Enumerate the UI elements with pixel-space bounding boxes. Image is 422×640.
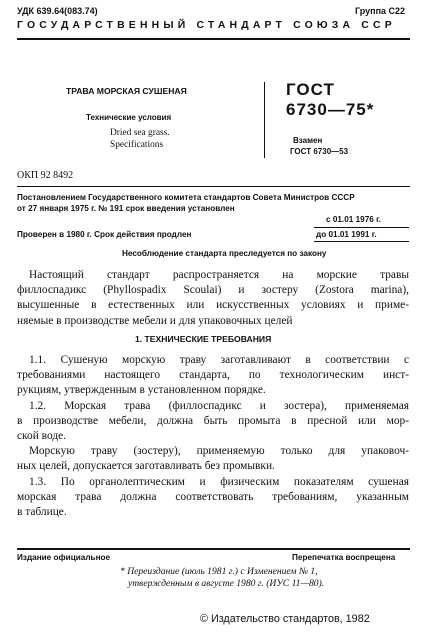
decree-line-2: от 27 января 1975 г. № 191 срок введения установлен xyxy=(17,204,235,213)
gost-number: 6730—75* xyxy=(286,100,375,119)
body-line: ных целей, допускается заготавливать без промывки. xyxy=(17,460,275,473)
body-line: 1.2. Морская трава (филлоспадикс и зостера), применяемая xyxy=(29,399,409,412)
body-line: морская трава должна соответствовать требованиям, указанным xyxy=(17,490,409,503)
section-title: 1. ТЕХНИЧЕСКИЕ ТРЕБОВАНИЯ xyxy=(135,334,272,344)
reissue-note-line-1: * Переиздание (июль 1981 г.) с Изменением № 1, xyxy=(120,566,318,577)
udk-code: УДК 639.64(083.74) xyxy=(17,6,98,16)
intro-line: Настоящий стандарт распространяется на морские травы xyxy=(29,269,409,281)
footer-rule xyxy=(17,548,410,550)
body-line: в таблице. xyxy=(17,506,67,519)
title-english: Dried sea grass. xyxy=(110,128,170,138)
expiry-date: до 01.01 1991 г. xyxy=(316,230,377,239)
publisher-copyright: © Издательство стандартов, 1982 xyxy=(200,613,370,625)
document-subtitle: Технические условия xyxy=(86,113,172,122)
effective-date-underline xyxy=(314,227,409,228)
okp-code: ОКП 92 8492 xyxy=(17,170,74,181)
expiry-date-underline xyxy=(314,241,409,242)
checked-note: Проверен в 1980 г. Срок действия продлен xyxy=(17,230,192,239)
body-line: 1.3. По органолептическим и физическим показателям сушеная xyxy=(29,475,409,488)
okp-rule xyxy=(17,186,410,187)
reissue-note-line-2: утвержденным в августе 1980 г. (ИУС 11—80). xyxy=(128,578,325,589)
body-line: Морскую траву (зостеру), применяемую только для упаковоч- xyxy=(29,445,409,458)
title-divider xyxy=(264,82,265,158)
legal-warning: Несоблюдение стандарта преследуется по закону xyxy=(122,249,327,258)
effective-date: с 01.01 1976 г. xyxy=(326,215,381,224)
gost-label: ГОСТ xyxy=(286,80,335,99)
official-edition: Издание официальное xyxy=(17,553,111,562)
reprint-notice: Перепечатка воспрещена xyxy=(292,553,396,562)
subtitle-english: Specifications xyxy=(110,140,164,150)
intro-line: няемые в производстве мебели и для упаковочных целей xyxy=(17,314,293,327)
decree-line-1: Постановлением Государственного комитета стандартов Совета Министров СССР xyxy=(17,193,355,202)
intro-line: филлоспадикс (Phyllospadix Scoulai) и зостеру (Zostora marina), xyxy=(17,284,409,297)
group-code: Группа С22 xyxy=(355,6,406,16)
body-line: рукциям, утвержденным в установленном порядке. xyxy=(17,384,266,397)
body-line: требованиями настоящего стандарта, по технологическим инст- xyxy=(17,369,409,382)
intro-line: высушенные в естественных или искусственных условиях и приме- xyxy=(17,299,409,312)
standard-banner: ГОСУДАРСТВЕННЫЙ СТАНДАРТ СОЮЗА ССР xyxy=(17,20,396,31)
header-rule xyxy=(17,38,410,40)
intro-paragraph xyxy=(17,268,409,329)
document-title: ТРАВА МОРСКАЯ СУШЕНАЯ xyxy=(66,86,187,96)
section-body xyxy=(17,353,409,520)
body-line: 1.1. Сушеную морскую траву заготавливают в соответствии с xyxy=(29,354,409,366)
replaces-label: Взамен xyxy=(293,136,323,145)
replaces-value: ГОСТ 6730—53 xyxy=(290,147,349,156)
body-line: в производстве мебели, должна быть промыта в пресной или мор- xyxy=(17,414,409,427)
body-line: ской воде. xyxy=(17,430,67,443)
